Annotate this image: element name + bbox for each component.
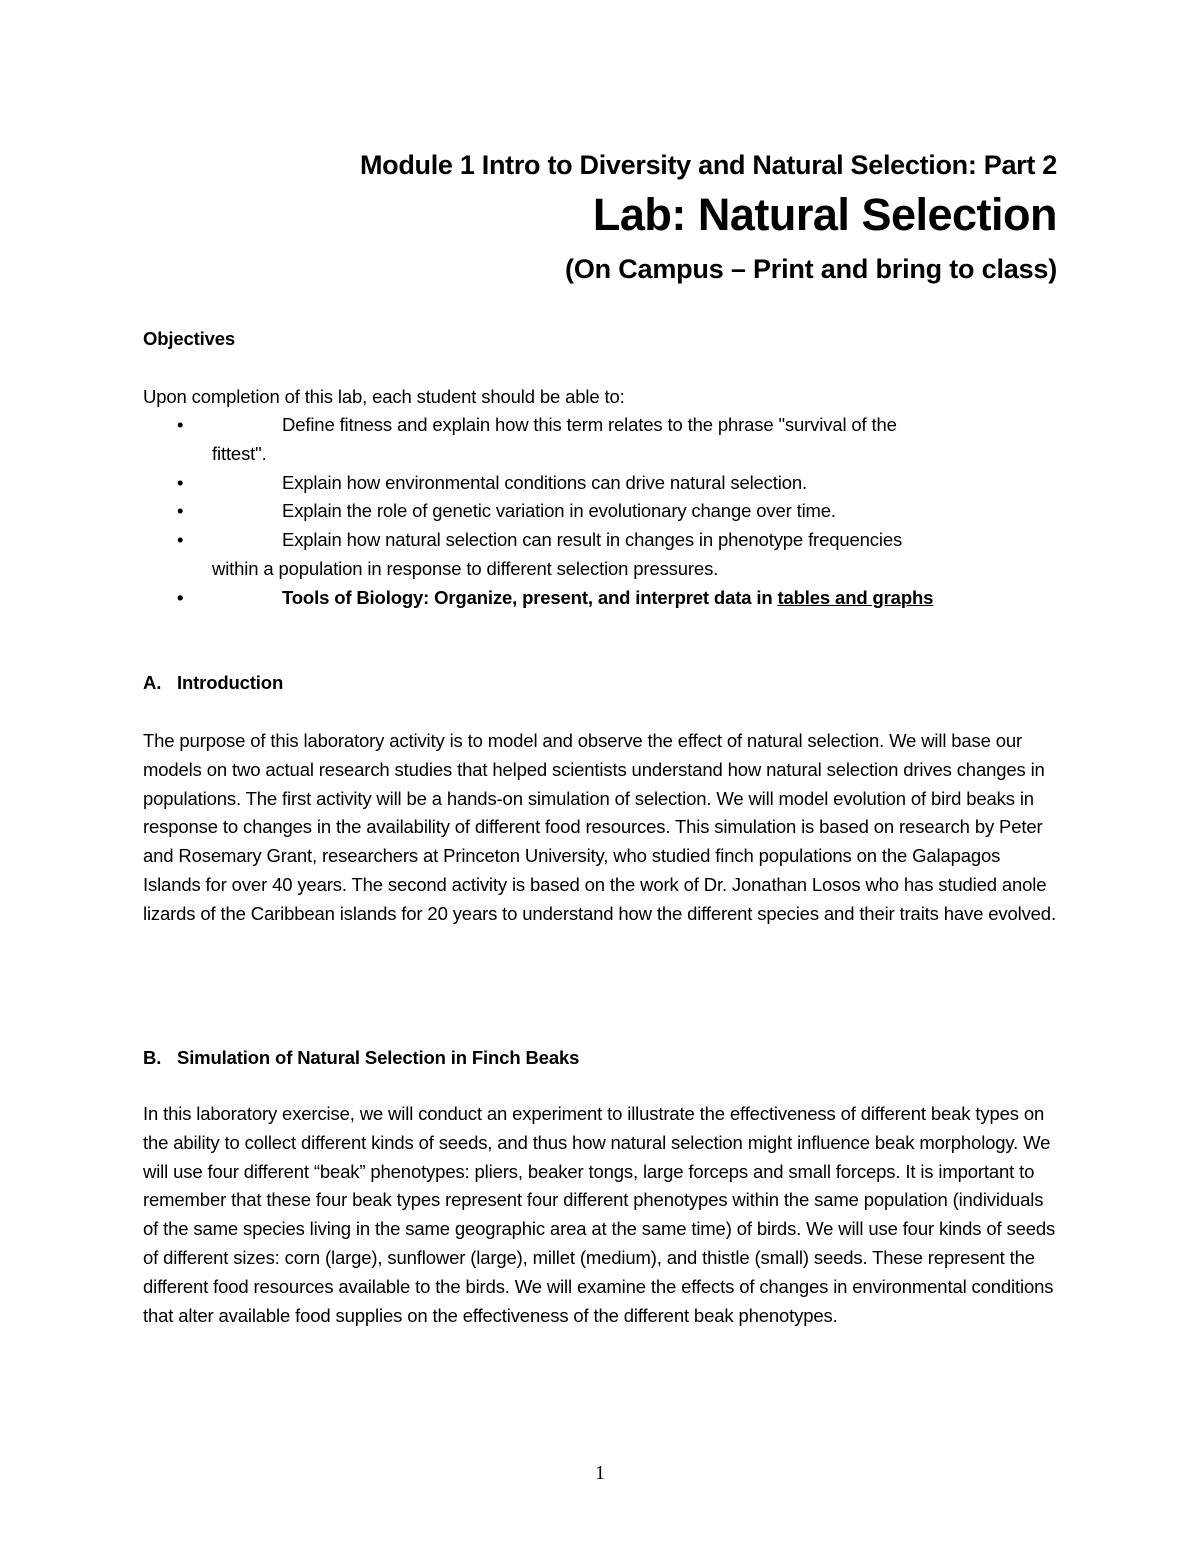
objective-text: Explain the role of genetic variation in evolutionary change over time. bbox=[282, 500, 836, 522]
lab-title: Lab: Natural Selection bbox=[592, 189, 1057, 240]
list-item bbox=[143, 526, 1063, 584]
underlined-text: tables and graphs bbox=[777, 586, 934, 608]
section-letter: A. bbox=[143, 672, 162, 693]
objectives-heading: Objectives bbox=[143, 328, 236, 349]
module-title: Module 1 Intro to Diversity and Natural Selection: Part 2 bbox=[359, 150, 1057, 180]
section-heading-introduction bbox=[143, 669, 283, 698]
list-item bbox=[143, 497, 1063, 526]
bullet-icon: • bbox=[177, 414, 184, 435]
introduction-paragraph: The purpose of this laboratory activity is to model and observe the effect of natural selection. We will base our models on two actual research studies that helped scientists understand how natural selection drives changes in populations. The first activity will be a hands-on simulation of selection. We will model evolution of bird beaks in response to changes in the availability of different food resources. This simulation is based on research by Peter and Rosemary Grant, researchers at Princeton University, who studied finch populations on the Galapagos Islands for over 40 years. The second activity is based on the work of Dr. Jonathan Losos who has studied anole lizards of the Caribbean islands for 20 years to understand how the different species and their traits have evolved. bbox=[143, 730, 1056, 924]
objective-text: Define fitness and explain how this term relates to the phrase "survival of the bbox=[282, 414, 897, 435]
objective-text: Explain how environmental conditions can drive natural selection. bbox=[282, 471, 807, 493]
bullet-icon: • bbox=[177, 586, 184, 608]
objective-text: Tools of Biology: Organize, present, and interpret data in bbox=[282, 586, 778, 608]
objectives-list bbox=[143, 411, 1063, 613]
section-heading-simulation bbox=[143, 1044, 579, 1073]
objective-text-continuation: within a population in response to different selection pressures. bbox=[212, 557, 719, 579]
title-block bbox=[143, 146, 1057, 288]
list-item bbox=[143, 411, 1063, 469]
list-item bbox=[143, 469, 1063, 498]
list-item bbox=[143, 584, 1063, 613]
lab-subtitle: (On Campus – Print and bring to class) bbox=[565, 254, 1057, 284]
section-title: Introduction bbox=[177, 672, 284, 693]
section-title: Simulation of Natural Selection in Finch Beaks bbox=[177, 1047, 580, 1068]
objectives-intro: Upon completion of this lab, each student should be able to: bbox=[143, 386, 625, 407]
page-number: 1 bbox=[595, 1462, 605, 1484]
simulation-paragraph: In this laboratory exercise, we will conduct an experiment to illustrate the effectiveness of different beak types on the ability to collect different kinds of seeds, and thus how natural selection might influence beak morphology. We will use four different “beak” phenotypes: pliers, beaker tongs, large forceps and small forceps. It is important to remember that these four beak types represent four different phenotypes within the same population (individuals of the same species living in the same geographic area at the same time) of birds. We will use four kinds of seeds of different sizes: corn (large), sunflower (large), millet (medium), and thistle (small) seeds. These represent the different food resources available to the birds. We will examine the effects of changes in environmental conditions that alter available food supplies on the effectiveness of the different beak phenotypes. bbox=[143, 1103, 1056, 1326]
bullet-icon: • bbox=[177, 529, 184, 551]
objective-text-continuation: fittest". bbox=[212, 442, 267, 464]
objective-text: Explain how natural selection can result in changes in phenotype frequencies bbox=[282, 529, 903, 551]
section-letter: B. bbox=[143, 1047, 162, 1068]
bullet-icon: • bbox=[177, 471, 184, 493]
bullet-icon: • bbox=[177, 500, 184, 522]
